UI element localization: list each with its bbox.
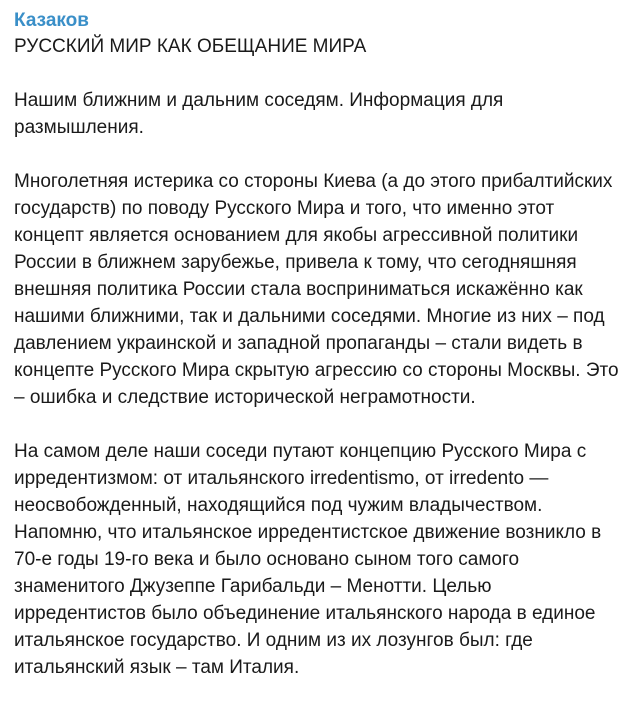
post-paragraph-irredentism: На самом деле наши соседи путают концепцию Русского Мира с ирредентизмом: от итальянского irredentismo, от irredento — неосвобожденный, находящийся под чужим владычеством. Напомню, что итальянское ирредентистское движение возникло в 70-е годы 19-го века и было основано сыном того самого знаменитого Джузеппе Гарибальди – Менотти. Целью ирредентистов было объединение итальянского народа в единое итальянское государство. И одним из их лозунгов был: где итальянский язык – там Италия. xyxy=(14,441,602,678)
post-paragraph-intro: Нашим ближним и дальним соседям. Информация для размышления. xyxy=(14,90,504,138)
post-headline: РУССКИЙ МИР КАК ОБЕЩАНИЕ МИРА xyxy=(14,36,367,57)
author-name[interactable]: Казаков xyxy=(14,10,89,31)
paragraph-gap xyxy=(14,141,627,168)
post-paragraph-kiev: Многолетняя истерика со стороны Киева (а до этого прибалтийских государств) по поводу Русского Мира и того, что именно этот концепт является основанием для якобы агрессивной политики России в ближнем зарубежье, привела к тому, что сегодняшняя внешняя политика России стала восприниматься искажённо как нашими ближними, так и дальними соседями. Многие из них – под давлением украинской и западной пропаганды – стали видеть в концепте Русского Мира скрытую агрессию со стороны Москвы. Это – ошибка и следствие исторической неграмотности. xyxy=(14,171,619,408)
paragraph-gap xyxy=(14,411,627,438)
paragraph-gap xyxy=(14,60,627,87)
